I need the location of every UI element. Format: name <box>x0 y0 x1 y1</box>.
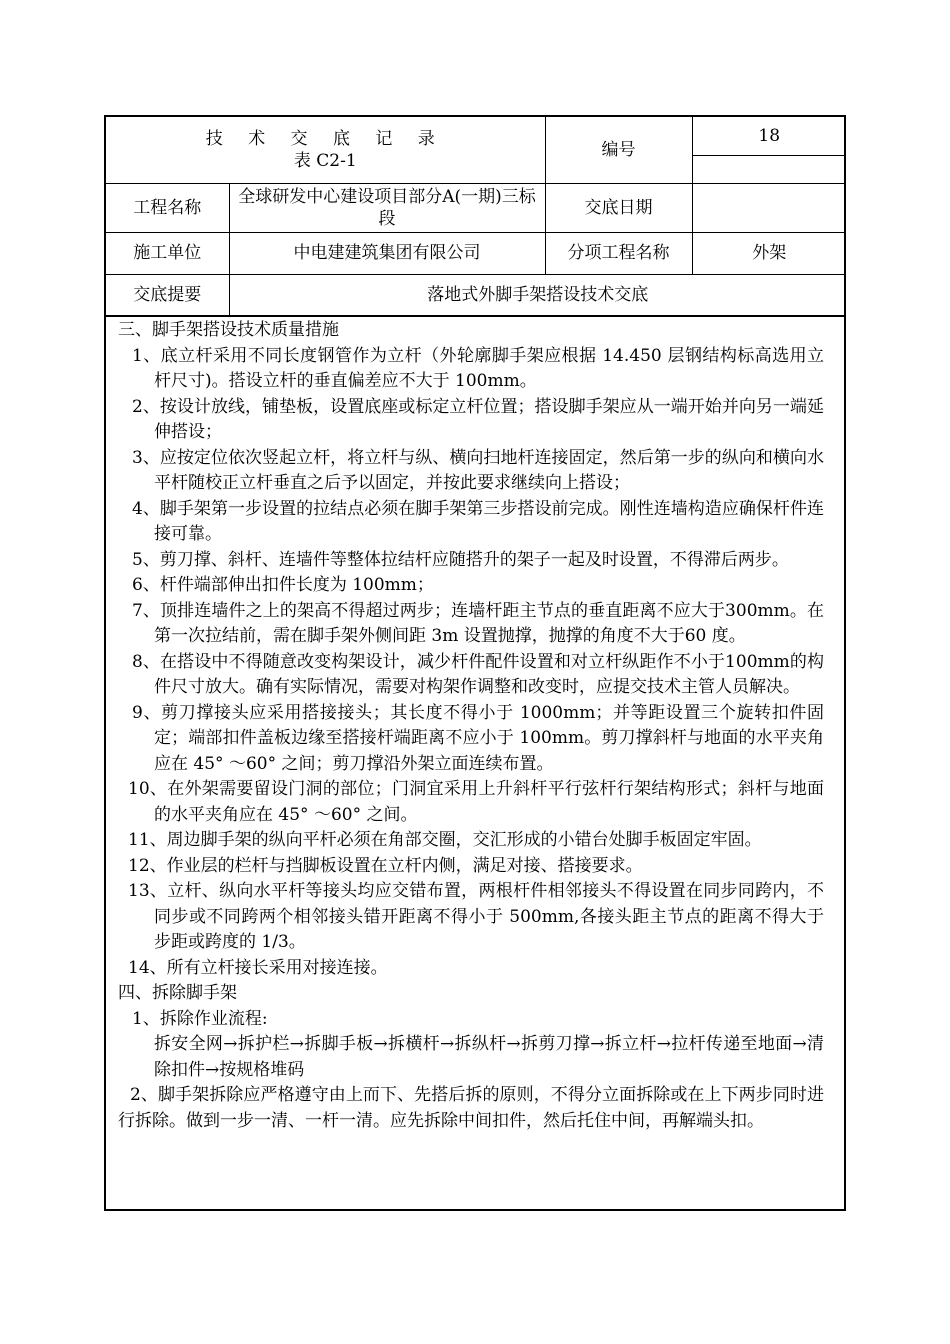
list-item: 3、应按定位依次竖起立杆，将立杆与纵、横向扫地杆连接固定，然后第一步的纵向和横向水平杆随校正立杆垂直之后予以固定，并按此要求继续向上搭设； <box>132 447 824 493</box>
number-value-blank <box>692 155 846 183</box>
list-item: 7、顶排连墙件之上的架高不得超过两步；连墙杆距主节点的垂直距离不应大于300mm。在第一次拉结前，需在脚手架外侧间距 3m 设置抛撑，抛撑的角度不大于60 度。 <box>132 600 824 646</box>
date-value <box>692 183 846 232</box>
section-3-title: 三、脚手架搭设技术质量措施 <box>118 320 339 340</box>
list-item: 2、按设计放线，铺垫板，设置底座或标定立杆位置；搭设脚手架应从一端开始并向另一端延伸搭设； <box>132 396 824 442</box>
list-item: 1、拆除作业流程: <box>132 1008 268 1029</box>
disclosure-content <box>106 316 846 1209</box>
project-name-label: 工程名称 <box>106 183 229 232</box>
number-value: 18 <box>692 117 846 155</box>
list-item: 14、所有立杆接长采用对接连接。 <box>128 957 388 978</box>
form-code: 表 C2-1 <box>293 150 357 171</box>
list-item: 12、作业层的栏杆与挡脚板设置在立杆内侧，满足对接、搭接要求。 <box>128 855 643 876</box>
sub-project-label: 分项工程名称 <box>545 232 692 274</box>
technical-disclosure-form <box>104 115 846 1211</box>
list-item: 10、在外架需要留设门洞的部位；门洞宜采用上升斜杆平行弦杆行架结构形式；斜杆与地面的水平夹角应在 45° ～60° 之间。 <box>128 779 824 825</box>
list-item: 1、底立杆采用不同长度钢管作为立杆（外轮廓脚手架应根据 14.450 层钢结构标高选用立杆尺寸)。搭设立杆的垂直偏差应不大于 100mm。 <box>132 345 824 391</box>
list-item: 9、剪刀撑接头应采用搭接接头；其长度不得小于 1000mm；并等距设置三个旋转扣件固定；端部扣件盖板边缘至搭接杆端距离不应小于 100mm。剪刀撑斜杆与地面的水平夹角应在 45° ～60° 之间；剪刀撑沿外架立面连续布置。 <box>132 702 824 774</box>
form-title-cell <box>106 117 545 183</box>
section-4-title: 四、拆除脚手架 <box>118 983 237 1003</box>
list-item: 2、脚手架拆除应严格遵守由上而下、先搭后拆的原则，不得分立面拆除或在上下两步同时进行拆除。做到一步一清、一杆一清。应先拆除中间扣件，然后托住中间，再解端头扣。 <box>118 1085 824 1131</box>
list-item: 13、立杆、纵向水平杆等接头均应交错布置，两根杆件相邻接头不得设置在同步同跨内，不同步或不同跨两个相邻接头错开距离不得小于 500mm,各接头距主节点的距离不得大于步距或跨度的 1/3。 <box>128 881 824 952</box>
project-name-value: 全球研发中心建设项目部分A(一期)三标段 <box>229 183 545 232</box>
list-item: 4、脚手架第一步设置的拉结点必须在脚手架第三步搭设前完成。刚性连墙构造应确保杆件连接可靠。 <box>132 498 824 544</box>
summary-label: 交底提要 <box>106 274 229 315</box>
sub-project-value: 外架 <box>692 232 846 274</box>
demolition-flow: 拆安全网→拆护栏→拆脚手板→拆横杆→拆纵杆→拆剪刀撑→拆立杆→拉杆传递至地面→清除扣件→按规格堆码 <box>154 1034 824 1080</box>
unit-value: 中电建建筑集团有限公司 <box>229 232 545 274</box>
summary-value: 落地式外脚手架搭设技术交底 <box>229 274 846 315</box>
list-item: 6、杆件端部伸出扣件长度为 100mm； <box>132 575 434 595</box>
date-label: 交底日期 <box>545 183 692 232</box>
list-item: 5、剪刀撑、斜杆、连墙件等整体拉结杆应随搭升的架子一起及时设置，不得滞后两步。 <box>132 549 789 570</box>
unit-label: 施工单位 <box>106 232 229 274</box>
form-title: 技 术 交 底 记 录 <box>205 128 445 149</box>
list-item: 11、周边脚手架的纵向平杆必须在角部交圈，交汇形成的小错台处脚手板固定牢固。 <box>128 830 762 850</box>
form-header-table <box>106 117 846 316</box>
number-label: 编号 <box>545 117 692 183</box>
list-item: 8、在搭设中不得随意改变构架设计，减少杆件配件设置和对立杆纵距作不小于100mm的构件尺寸放大。确有实际情况，需要对构架作调整和改变时，应提交技术主管人员解决。 <box>132 651 824 697</box>
